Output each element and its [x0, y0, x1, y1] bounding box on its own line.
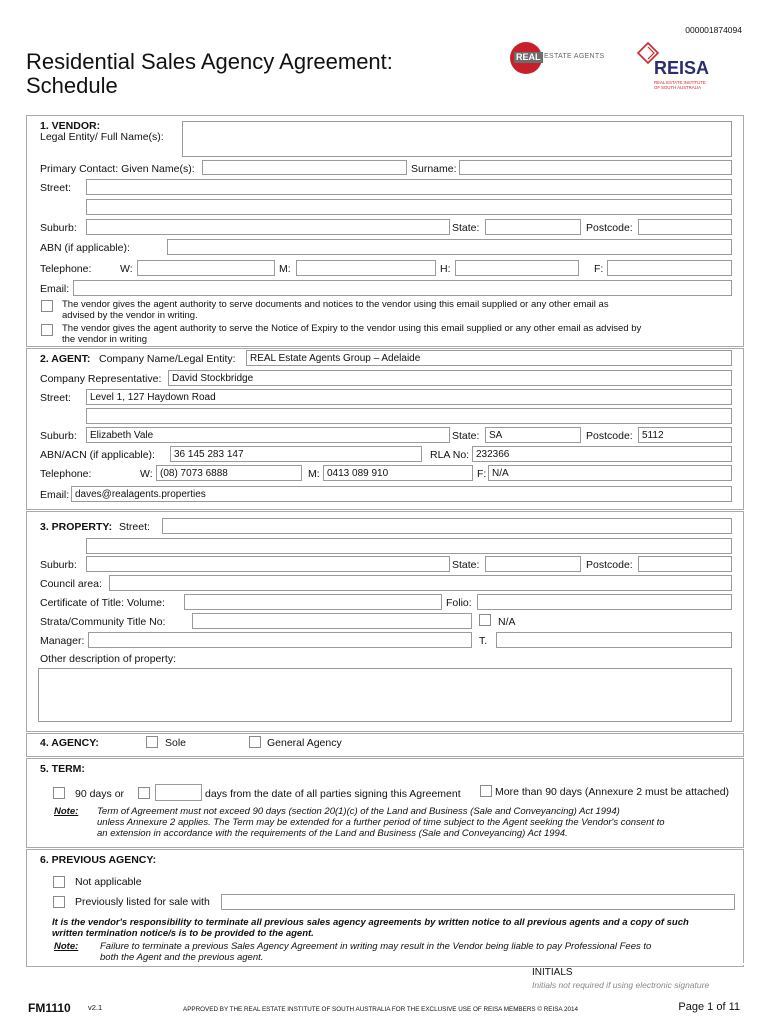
surname-input[interactable]	[459, 160, 732, 175]
consent-2-line-1: The vendor gives the agent authority to serve the Notice of Expiry to the vendor using this email supplied or any other email as advised by	[62, 323, 642, 334]
agent-street-input-1[interactable]: Level 1, 127 Haydown Road	[86, 389, 732, 405]
vendor-w-input[interactable]	[137, 260, 275, 276]
real-logo-subtext: ESTATE AGENTS	[544, 53, 605, 60]
property-state-input[interactable]	[485, 556, 581, 572]
vendor-email-input[interactable]	[73, 280, 732, 296]
agent-w-input[interactable]: (08) 7073 6888	[156, 465, 302, 481]
property-street-input-1[interactable]	[162, 518, 732, 534]
strata-title-input[interactable]	[192, 613, 472, 629]
term-note-line-1: Term of Agreement must not exceed 90 days (section 20(1)(c) of the Land and Business (Sale and Conveyancing) Act 1994)	[97, 806, 620, 817]
previous-agency-heading: 6. PREVIOUS AGENCY:	[40, 854, 157, 866]
council-area-input[interactable]	[109, 575, 732, 591]
previous-note-label: Note:	[54, 941, 79, 952]
agent-f-input[interactable]: N/A	[488, 465, 732, 481]
vendor-state-label: State:	[452, 222, 480, 234]
reisa-logo	[636, 42, 746, 94]
property-state-label: State:	[452, 559, 480, 571]
vendor-postcode-input[interactable]	[638, 219, 732, 235]
property-street-label: Street:	[119, 521, 150, 533]
form-version: v2.1	[88, 1003, 103, 1012]
title-line-2: Schedule	[26, 73, 118, 98]
termination-warning	[52, 917, 689, 939]
council-area-label: Council area:	[40, 578, 102, 590]
manager-label: Manager:	[40, 635, 85, 647]
vendor-telephone-label: Telephone:	[40, 263, 92, 275]
ninety-days-label: 90 days or	[75, 788, 125, 800]
term-note-text	[97, 806, 665, 839]
sole-agency-label: Sole	[165, 737, 187, 749]
sole-agency-checkbox[interactable]	[146, 736, 158, 748]
agent-state-label: State:	[452, 430, 480, 442]
title-line-1: Residential Sales Agency Agreement:	[26, 49, 393, 74]
previously-listed-input[interactable]	[221, 894, 735, 910]
agency-section	[26, 733, 744, 757]
agency-heading: 4. AGENCY:	[40, 737, 99, 749]
agent-street-label: Street:	[40, 392, 71, 404]
agent-m-input[interactable]: 0413 089 910	[323, 465, 473, 481]
strata-na-label: N/A	[498, 616, 516, 628]
property-postcode-label: Postcode:	[586, 559, 633, 571]
manager-t-label: T.	[479, 635, 488, 647]
email-consent-expiry-checkbox[interactable]	[41, 324, 53, 336]
term-note-line-2: unless Annexure 2 applies. The Term may be extended for a further period of time subject to the Agent seeking the Vendor's consent to	[97, 817, 665, 828]
vendor-suburb-input[interactable]	[86, 219, 450, 235]
agent-f-label: F:	[477, 468, 487, 480]
previous-note-line-1: Failure to terminate a previous Sales Agency Agreement in writing may result in the Vendor being liable to pay Professional Fees to	[100, 941, 652, 952]
vendor-f-input[interactable]	[607, 260, 732, 276]
initials-label: INITIALS	[532, 967, 573, 978]
agent-email-label: Email:	[40, 489, 70, 501]
agent-company-label: Company Name/Legal Entity:	[99, 353, 236, 365]
property-street-input-2[interactable]	[86, 538, 732, 554]
agent-email-input[interactable]: daves@realagents.properties	[71, 486, 732, 502]
vendor-abn-input[interactable]	[167, 239, 732, 255]
agent-telephone-label: Telephone:	[40, 468, 92, 480]
vendor-m-input[interactable]	[296, 260, 436, 276]
consent-1-line-1: The vendor gives the agent authority to serve documents and notices to the vendor using this email supplied or any other email as	[62, 299, 609, 310]
manager-input[interactable]	[88, 632, 472, 648]
custom-days-label: days from the date of all parties signing this Agreement	[205, 788, 461, 800]
property-postcode-input[interactable]	[638, 556, 732, 572]
agent-abn-input[interactable]: 36 145 283 147	[170, 446, 422, 462]
previously-listed-label: Previously listed for sale with	[75, 896, 210, 908]
previously-listed-checkbox[interactable]	[53, 896, 65, 908]
consent-1-line-2: advised by the vendor in writing.	[62, 310, 198, 321]
agent-rla-label: RLA No:	[430, 449, 470, 461]
property-suburb-input[interactable]	[86, 556, 450, 572]
primary-contact-label: Primary Contact: Given Name(s):	[40, 163, 195, 175]
legal-entity-label: Legal Entity/ Full Name(s):	[40, 131, 164, 143]
initials-note: Initials not required if using electronic signature	[532, 980, 710, 990]
more-than-ninety-label: More than 90 days (Annexure 2 must be attached)	[495, 786, 730, 798]
previous-note-text	[100, 941, 651, 963]
folio-label: Folio:	[446, 597, 472, 609]
strata-na-checkbox[interactable]	[479, 614, 491, 626]
page-number: Page 1 of 11	[678, 1001, 740, 1013]
agent-state-input[interactable]: SA	[485, 427, 581, 443]
strata-title-label: Strata/Community Title No:	[40, 616, 166, 628]
other-description-input[interactable]	[38, 668, 732, 722]
surname-label: Surname:	[411, 163, 457, 175]
agent-suburb-label: Suburb:	[40, 430, 77, 442]
folio-input[interactable]	[477, 594, 732, 610]
footer-approval: APPROVED BY THE REAL ESTATE INSTITUTE OF SOUTH AUSTRALIA FOR THE EXCLUSIVE USE OF REISA MEMBERS © REISA 2014	[183, 1006, 579, 1013]
manager-t-input[interactable]	[496, 632, 732, 648]
email-consent-documents-checkbox[interactable]	[41, 300, 53, 312]
term-note-line-3: an extension in accordance with the requirements of the Land and Business (Sale and Conveyancing) Act 1994.	[97, 828, 568, 839]
custom-days-checkbox[interactable]	[138, 787, 150, 799]
volume-input[interactable]	[184, 594, 442, 610]
property-heading: 3. PROPERTY:	[40, 521, 113, 533]
reisa-logo-text: REISA	[654, 58, 710, 78]
vendor-w-label: W:	[120, 263, 133, 275]
document-number: 000001874094	[685, 25, 742, 35]
not-applicable-label: Not applicable	[75, 876, 142, 888]
property-suburb-label: Suburb:	[40, 559, 77, 571]
vendor-street-input-1[interactable]	[86, 179, 732, 195]
certificate-title-label: Certificate of Title: Volume:	[40, 597, 165, 609]
agent-rep-input[interactable]: David Stockbridge	[168, 370, 732, 386]
given-names-input[interactable]	[202, 160, 407, 175]
warning-line-1: It is the vendor's responsibility to terminate all previous sales agency agreements by written notice to all previous agents and a copy of such	[52, 917, 689, 928]
term-note-label: Note:	[54, 806, 79, 817]
agent-heading: 2. AGENT:	[40, 353, 91, 365]
vendor-email-label: Email:	[40, 283, 70, 295]
initials-box[interactable]	[580, 963, 744, 965]
general-agency-label: General Agency	[267, 737, 342, 749]
agent-suburb-input[interactable]: Elizabeth Vale	[86, 427, 450, 443]
consent-2-line-2: the vendor in writing	[62, 334, 148, 345]
agent-company-input[interactable]: REAL Estate Agents Group – Adelaide	[246, 350, 732, 366]
reisa-tagline: REAL ESTATE INSTITUTE OF SOUTH AUSTRALIA	[654, 80, 706, 90]
custom-days-input[interactable]	[155, 784, 202, 801]
real-estate-agents-logo	[510, 42, 622, 74]
page-title	[26, 50, 393, 98]
ninety-days-checkbox[interactable]	[53, 787, 65, 799]
form-code: FM1110	[28, 1001, 71, 1015]
vendor-h-label: H:	[440, 263, 451, 275]
previous-note-line-2: both the Agent and the previous agent.	[100, 952, 264, 963]
other-description-label: Other description of property:	[40, 653, 176, 665]
agent-rep-label: Company Representative:	[40, 373, 162, 385]
vendor-f-label: F:	[594, 263, 604, 275]
vendor-postcode-label: Postcode:	[586, 222, 633, 234]
vendor-abn-label: ABN (if applicable):	[40, 242, 130, 254]
real-logo-text: REAL	[516, 52, 541, 62]
term-heading: 5. TERM:	[40, 763, 85, 775]
vendor-h-input[interactable]	[455, 260, 579, 276]
vendor-street-label: Street:	[40, 182, 71, 194]
vendor-suburb-label: Suburb:	[40, 222, 77, 234]
legal-entity-input[interactable]	[182, 121, 732, 157]
agent-postcode-label: Postcode:	[586, 430, 633, 442]
vendor-m-label: M:	[279, 263, 291, 275]
not-applicable-checkbox[interactable]	[53, 876, 65, 888]
agent-rla-input[interactable]: 232366	[472, 446, 732, 462]
email-consent-documents-text	[62, 299, 609, 321]
agent-postcode-input[interactable]: 5112	[638, 427, 732, 443]
agent-w-label: W:	[140, 468, 153, 480]
more-than-ninety-checkbox[interactable]	[480, 785, 492, 797]
agent-street-input-2[interactable]	[86, 408, 732, 424]
vendor-state-input[interactable]	[485, 219, 581, 235]
general-agency-checkbox[interactable]	[249, 736, 261, 748]
vendor-heading: 1. VENDOR:	[40, 120, 101, 132]
agent-m-label: M:	[308, 468, 320, 480]
agent-abn-label: ABN/ACN (if applicable):	[40, 449, 155, 461]
email-consent-expiry-text	[62, 323, 641, 345]
vendor-street-input-2[interactable]	[86, 199, 732, 215]
warning-line-2: written termination notice/s is to be provided to the agent.	[52, 928, 314, 939]
